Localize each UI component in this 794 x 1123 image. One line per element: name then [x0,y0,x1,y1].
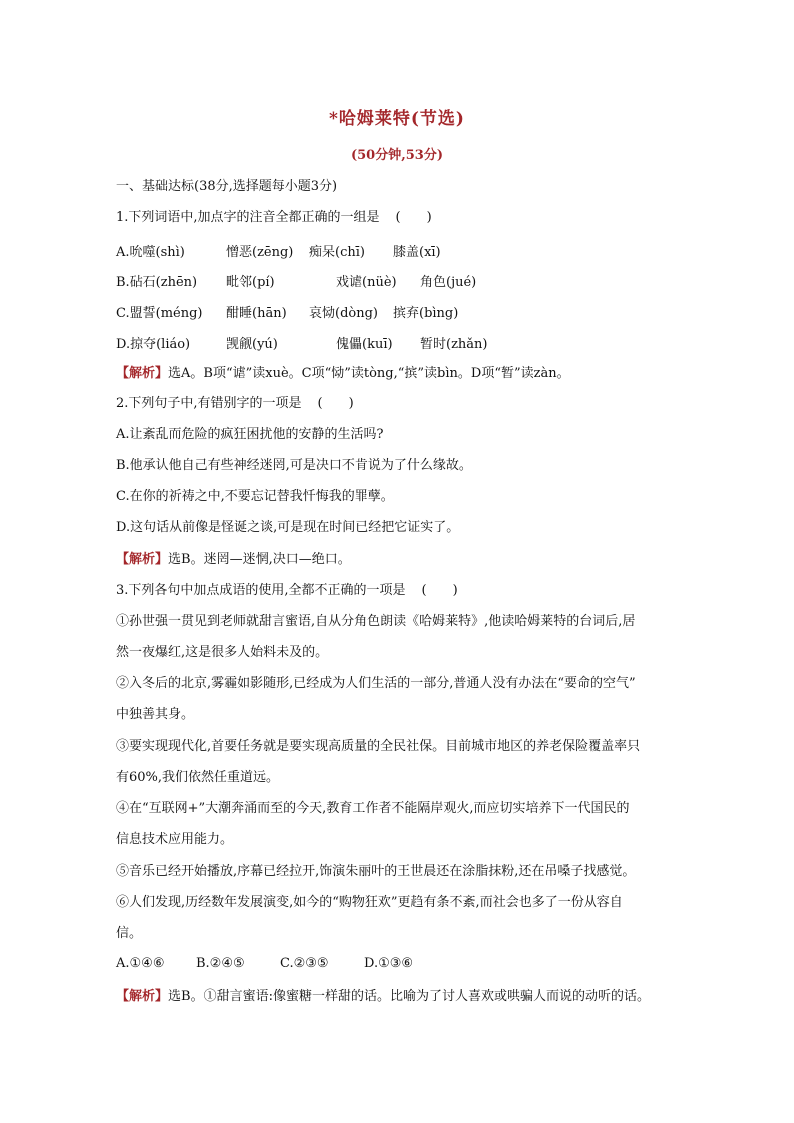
q3-sentence-3-line-1: ③要实现现代化,首要任务就是要实现高质量的全民社保。目前城市地区的养老保险覆盖率只 [116,739,641,754]
q1-option-c-word-2: 酣睡(hān) [226,306,287,321]
q2-option-d: D.这句话从前像是怪诞之谈,可是现在时间已经把它证实了。 [116,520,460,535]
answer-bracket: ( ) [317,396,354,411]
q3-sentence-6-line-2: 信。 [116,926,143,941]
q2-option-a: A.让紊乱而危险的疯狂困扰他的安静的生活吗? [116,427,384,442]
q3-option-a: A.①④⑥ [116,956,165,971]
analysis-text: 选A。B项“谑”读xuè。C项“恸”读tòng,“摈”读bìn。D项“暂”读zàn。 [168,366,570,381]
q1-option-b-word-2: 毗邻(pí) [226,275,275,290]
q1-option-b-word-1: B.砧石(zhēn) [116,275,198,290]
question-3-stem [116,581,458,601]
question-2-stem [116,394,354,414]
q3-sentence-3-line-2: 有60%,我们依然任重道远。 [116,770,280,785]
q3-sentence-5: ⑤音乐已经开始播放,序幕已经拉开,饰演朱丽叶的王世晨还在涂脂抹粉,还在吊嗓子找感觉。 [116,864,636,879]
q3-sentence-4-line-1: ④在“互联网+”大潮奔涌而至的今天,教育工作者不能隔岸观火,而应切实培养下一代国民的 [116,801,630,816]
analysis-text: 选B。①甜言蜜语:像蜜糖一样甜的话。比喻为了讨人喜欢或哄骗人而说的动听的话。 [168,989,650,1004]
page-title: *哈姆莱特(节选) [329,109,465,129]
q3-option-c: C.②③⑤ [280,956,329,971]
q3-option-d: D.①③⑥ [364,956,414,971]
q2-analysis [116,550,351,570]
analysis-tag: 【解析】 [116,989,169,1004]
answer-bracket: ( ) [421,583,458,598]
q1-option-d-word-1: D.掠夺(liáo) [116,337,191,352]
q3-sentence-1-line-1: ①孙世强一贯见到老师就甜言蜜语,自从分角色朗读《哈姆莱特》,他读哈姆莱特的台词后,居 [116,614,636,629]
question-2-text: 2.下列句子中,有错别字的一项是 [116,396,302,411]
q2-option-c: C.在你的祈祷之中,不要忘记替我忏悔我的罪孽。 [116,489,394,504]
question-1-text: 1.下列词语中,加点字的注音全都正确的一组是 [116,210,380,225]
section-heading: 一、基础达标(38分,选择题每小题3分) [116,179,338,194]
q1-option-d-word-3: 傀儡(kuī) [336,337,393,352]
q1-option-a-word-2: 憎恶(zēng) [226,245,294,260]
question-3-text: 3.下列各句中加点成语的使用,全都不正确的一项是 [116,583,406,598]
q1-option-c-word-3: 哀恸(dòng) [309,306,378,321]
analysis-tag: 【解析】 [116,366,169,381]
q1-option-b-word-4: 角色(jué) [420,275,477,290]
page-subtitle: (50分钟,53分) [350,148,443,163]
q3-option-b: B.②④⑤ [196,956,245,971]
q1-option-d-word-2: 觊觎(yú) [226,337,278,352]
analysis-text: 选B。迷罔—迷惘,决口—绝口。 [168,552,351,567]
q3-sentence-6-line-1: ⑥人们发现,历经数年发展演变,如今的“购物狂欢”更趋有条不紊,而社会也多了一份从容自 [116,895,623,910]
answer-bracket: ( ) [395,210,432,225]
q3-analysis [116,987,650,1007]
analysis-tag: 【解析】 [116,552,169,567]
question-1-stem [116,208,432,228]
q1-option-a-word-3: 痴呆(chī) [309,245,365,260]
q3-sentence-2-line-1: ②入冬后的北京,雾霾如影随形,已经成为人们生活的一部分,普通人没有办法在“要命的空气” [116,676,636,691]
q1-option-b-word-3: 戏谑(nüè) [336,275,397,290]
q3-sentence-4-line-2: 信息技术应用能力。 [116,832,234,847]
q1-option-c-word-1: C.盟誓(méng) [116,306,203,321]
q1-analysis [116,364,570,384]
q1-option-a-word-1: A.吮噬(shì) [116,245,185,260]
q1-option-c-word-4: 摈弃(bìng) [393,306,459,321]
q1-option-a-word-4: 膝盖(xī) [393,245,441,260]
q2-option-b: B.他承认他自己有些神经迷罔,可是决口不肯说为了什么缘故。 [116,458,472,473]
q1-option-d-word-4: 暂时(zhǎn) [420,337,488,352]
q3-sentence-1-line-2: 然一夜爆红,这是很多人始料未及的。 [116,645,329,660]
q3-sentence-2-line-2: 中独善其身。 [116,707,195,722]
